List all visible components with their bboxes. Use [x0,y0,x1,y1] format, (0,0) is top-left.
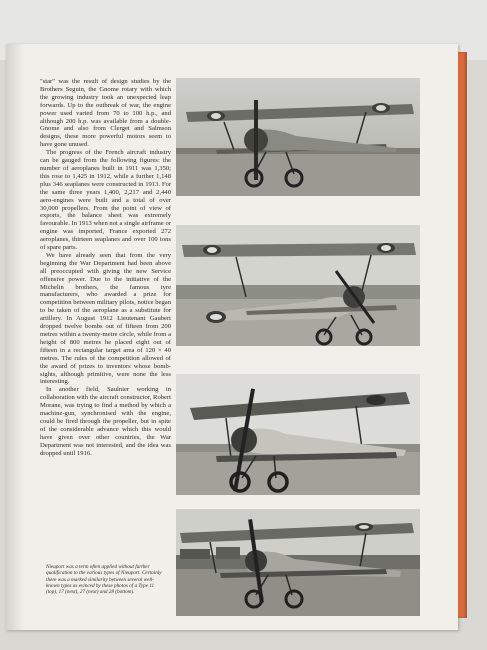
paragraph-3: We have already seen that from the very beginning the War Department had been above all preoccupied with giving the new Service offensive power. Due to the initiative of the Michelin brothers, the famous tyre manufacturers, who awarded a prize for competition between military pilots, notice began to be taken of the aeroplane as a substitute for artillery. In August 1912 Lieutenant Gaubert dropped twelve bombs out of fifteen from 200 metres within a twenty-metre circle, while from a height of 800 metres he placed eight out of fifteen in a rectangular target area of 120 × 40 metres. The rules of the competition allowed of the award of prizes to inventors whose bomb-sights, although primitive, were none the less interesting. [40,251,171,386]
page-gutter-shadow [6,44,24,630]
paragraph-4: In another field, Saulnier working in collaboration with the aircraft constructor, Robert Morane, was trying to find a method by which a machine-gun, synchronised with the engine, could be fired through the propeller, but in spite of the considerable advance which this would have given over other countries, the War Department was not interested, and the idea was dropped until 1916. [40,386,171,457]
book-page [6,44,458,630]
photo-nieuport-27 [176,374,420,495]
biplane-photo-4 [176,509,420,616]
body-text-column [40,78,171,458]
photo-nieuport-28 [176,509,420,616]
paragraph-1: "star" was the result of design studies by the Brothers Seguin, the Gnome rotary with which the growing industry took an unexpected leap forwards. Up to the outbreak of war, the engine power used varied from 70 to 100 h.p., and although 200 h.p. was available from a double-Gnome and also from Clerget and Salmson designs, these more powerful motors seem to have gone unused. [40,78,171,149]
biplane-photo-3 [176,374,420,495]
photo-nieuport-11 [176,78,420,196]
biplane-photo-1 [176,78,420,196]
book-cover-edge [458,52,467,618]
biplane-photo-2 [176,225,420,346]
photo-nieuport-17 [176,225,420,346]
paragraph-2: The progress of the French aircraft industry can be gauged from the following figures: the number of aeroplanes built in 1911 was 1,350; this rose to 1,425 in 1912, while a further 1,148 plus 346 seaplanes were constructed in 1913. For the same three years 1,400, 2,217 and 2,440 aero-engines were built and a total of over 30,000 propellers. From the point of view of exports, the balance sheet was extremely favourable. In 1913 when not a single airframe or engine was imported, France exported 272 aeroplanes, thirteen seaplanes and over 100 tons of spare parts. [40,149,171,252]
photo-caption: Nieuport was a term often applied without further qualification to the various types of Nieuport. Certainly there was a marked similarity between several well-known types as evinced by these photos of a Type 11 (top), 17 (next), 27 (next) and 28 (bottom). [46,564,162,596]
